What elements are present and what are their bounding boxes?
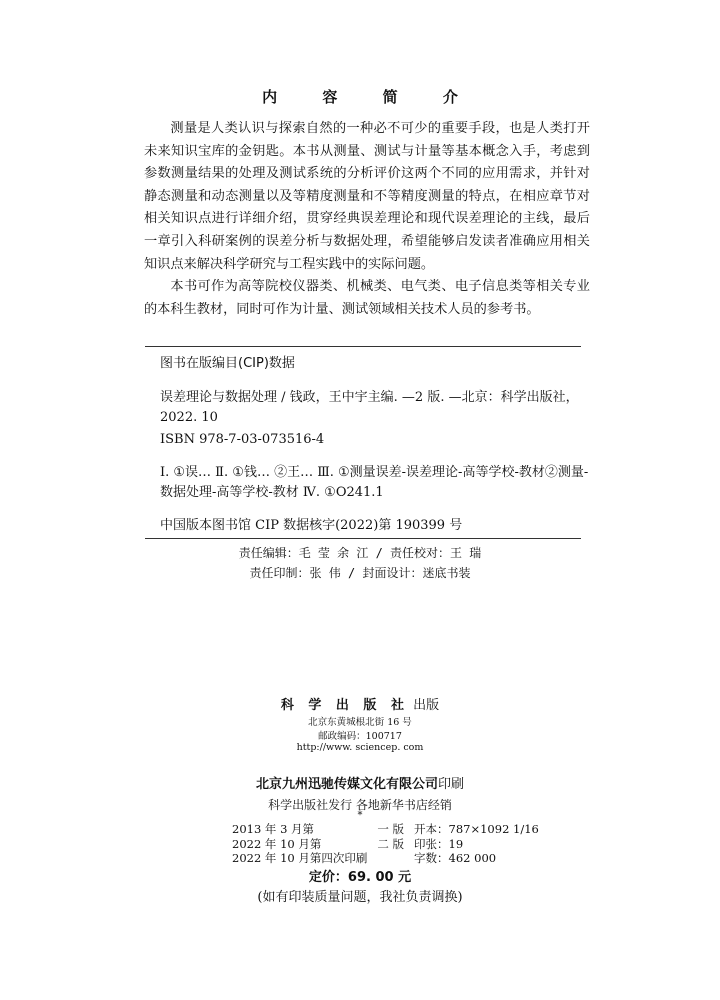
publisher-address: 北京东黄城根北街 16 号 — [308, 717, 412, 728]
edition-row — [232, 837, 549, 852]
distribution-line: 科学出版社发行 各地新华书店经销 — [268, 798, 452, 812]
edition-number — [377, 851, 414, 866]
cip-heading: 图书在版编目(CIP)数据 — [160, 356, 295, 371]
summary-paragraph: 测量是人类认识与探索自然的一种必不可少的重要手段，也是人类打开未来知识宝库的金钥匙。本书从测量、测试与计量等基本概念入手，考虑到参数测量结果的处理及测试系统的分析评价这两个不同的应用需求，并针对静态测量和动态测量以及等精度测量和不等精度测量的特点，在相应章节对相关知识点进行详细介绍，贯穿经典误差理论和现代误差理论的主线，最后一章引入科研案例的误差分析与数据处理，希望能够启发读者准确应用相关知识点来解决科学研究与工程实践中的实际问题。 — [144, 121, 590, 272]
staff-line-editors: 责任编辑：毛 莹 余 江 / 责任校对：王 瑞 — [238, 546, 482, 560]
publisher-postcode: 邮政编码：100717 — [318, 731, 402, 742]
separator-star: * — [357, 810, 363, 821]
edition-row — [232, 851, 549, 866]
edition-spec: 印张：19 — [414, 836, 464, 851]
cip-top-rule — [145, 346, 581, 347]
edition-number: 二 版 — [377, 836, 405, 851]
cip-isbn: ISBN 978-7-03-073516-4 — [160, 432, 325, 447]
edition-date: 2022 年 10 月第四次印刷 — [232, 851, 368, 866]
cip-number: 中国版本图书馆 CIP 数据核字(2022)第 190399 号 — [160, 518, 463, 533]
price: 定价：69. 00 元 — [308, 870, 412, 885]
quality-note: (如有印装质量问题，我社负责调换) — [257, 890, 463, 905]
summary-body — [144, 118, 590, 321]
edition-date: 2013 年 3 月第 — [232, 822, 315, 836]
publisher-suffix: 出版 — [413, 698, 440, 713]
edition-number: 一 版 — [377, 822, 405, 836]
publisher-line — [0, 694, 720, 713]
summary-title: 内 容 简 介 — [262, 88, 478, 106]
cip-classification: Ⅰ. ①误… Ⅱ. ①钱… ②王… Ⅲ. ①测量误差-误差理论-高等学校-教材②测量-数据处理-高等学校-教材 Ⅳ. ①O241.1 — [160, 465, 589, 500]
printer-line — [0, 773, 720, 792]
printer-name: 北京九州迅驰传媒文化有限公司 — [255, 777, 438, 792]
cip-record: 误差理论与数据处理 / 钱政，王中宇主编. —2 版. —北京：科学出版社，2022. 10 — [160, 390, 579, 425]
edition-row — [232, 822, 549, 837]
publisher-name: 科 学 出 版 社 — [280, 698, 409, 713]
summary-paragraph: 本书可作为高等院校仪器类、机械类、电气类、电子信息类等相关专业的本科生教材，同时可作为计量、测试领域相关技术人员的参考书。 — [144, 279, 590, 317]
edition-spec: 字数：462 000 — [414, 851, 497, 866]
edition-table — [232, 822, 549, 866]
publisher-website: http://www. sciencep. com — [296, 742, 424, 753]
edition-spec: 开本：787×1092 1/16 — [414, 822, 539, 836]
edition-date: 2022 年 10 月第 — [232, 836, 322, 851]
staff-line-production: 责任印制：张 伟 / 封面设计：迷底书装 — [249, 566, 471, 580]
printer-suffix: 印刷 — [438, 777, 465, 792]
cip-bottom-rule — [145, 538, 581, 539]
